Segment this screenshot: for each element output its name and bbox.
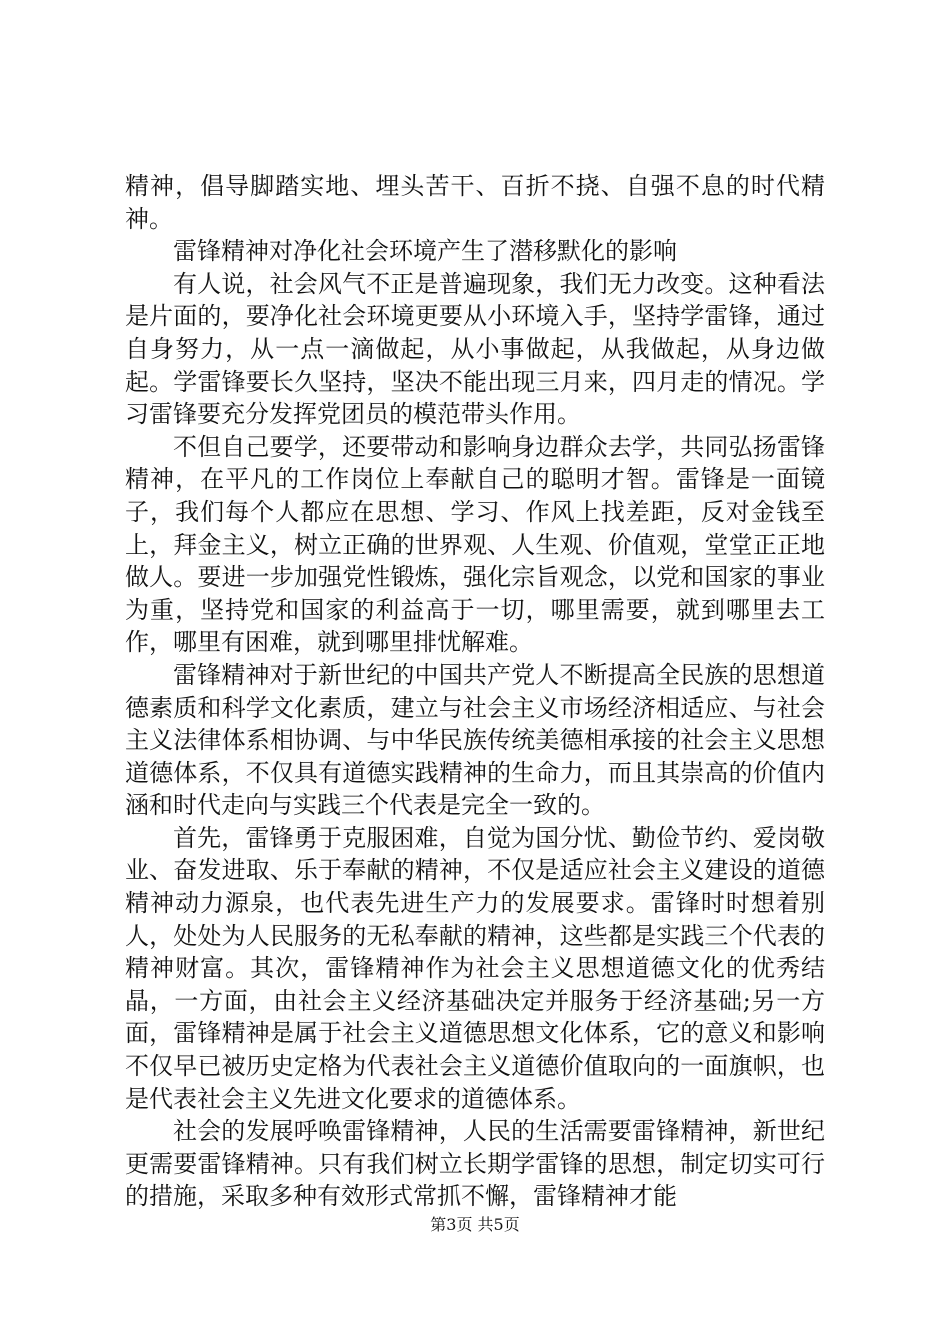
paragraph: 有人说，社会风气不正是普遍现象，我们无力改变。这种看法是片面的，要净化社会环境更要从小环境入手，坚持学雷锋，通过自身努力，从一点一滴做起，从小事做起，从我做起，从身边做起。学雷锋要长久坚持，坚决不能出现三月来，四月走的情况。学习雷锋要充分发挥党团员的模范带头作用。 — [125, 269, 825, 429]
paragraph: 首先，雷锋勇于克服困难，自觉为国分忧、勤俭节约、爱岗敬业、奋发进取、乐于奉献的精神，不仅是适应社会主义建设的道德精神动力源泉，也代表先进生产力的发展要求。雷锋时时想着别人，处处为人民服务的无私奉献的精神，这些都是实践三个代表的精神财富。其次，雷锋精神作为社会主义思想道德文化的优秀结晶，一方面，由社会主义经济基础决定并服务于经济基础;另一方面，雷锋精神是属于社会主义道德思想文化体系，它的意义和影响不仅早已被历史定格为代表社会主义道德价值取向的一面旗帜，也是代表社会主义先进文化要求的道德体系。 — [125, 823, 825, 1113]
section-heading: 雷锋精神对净化社会环境产生了潜移默化的影响 — [173, 237, 677, 266]
paragraph: 社会的发展呼唤雷锋精神，人民的生活需要雷锋精神，新世纪更需要雷锋精神。只有我们树立长期学雷锋的思想，制定切实可行的措施，采取多种有效形式常抓不懈，雷锋精神才能 — [125, 1117, 825, 1211]
paragraph: 不但自己要学，还要带动和影响身边群众去学，共同弘扬雷锋精神，在平凡的工作岗位上奉献自己的聪明才智。雷锋是一面镜子，我们每个人都应在思想、学习、作风上找差距，反对金钱至上，拜金主义，树立正确的世界观、人生观、价值观，堂堂正正地做人。要进一步加强党性锻炼，强化宗旨观念，以党和国家的事业为重，坚持党和国家的利益高于一切，哪里需要，就到哪里去工作，哪里有困难，就到哪里排忧解难。 — [125, 432, 825, 657]
paragraph: 雷锋精神对于新世纪的中国共产党人不断提高全民族的思想道德素质和科学文化素质，建立与社会主义市场经济相适应、与社会主义法律体系相协调、与中华民族传统美德相承接的社会主义思想道德体系，不仅具有道德实践精神的生命力，而且其崇高的价值内涵和时代走向与实践三个代表是完全一致的。 — [125, 660, 825, 820]
paragraph: 精神，倡导脚踏实地、埋头苦干、百折不挠、自强不息的时代精神。 — [125, 172, 825, 233]
page-footer — [0, 1214, 950, 1236]
page-number-label: 第3页 共5页 — [430, 1215, 520, 1234]
document-body — [125, 170, 825, 1213]
